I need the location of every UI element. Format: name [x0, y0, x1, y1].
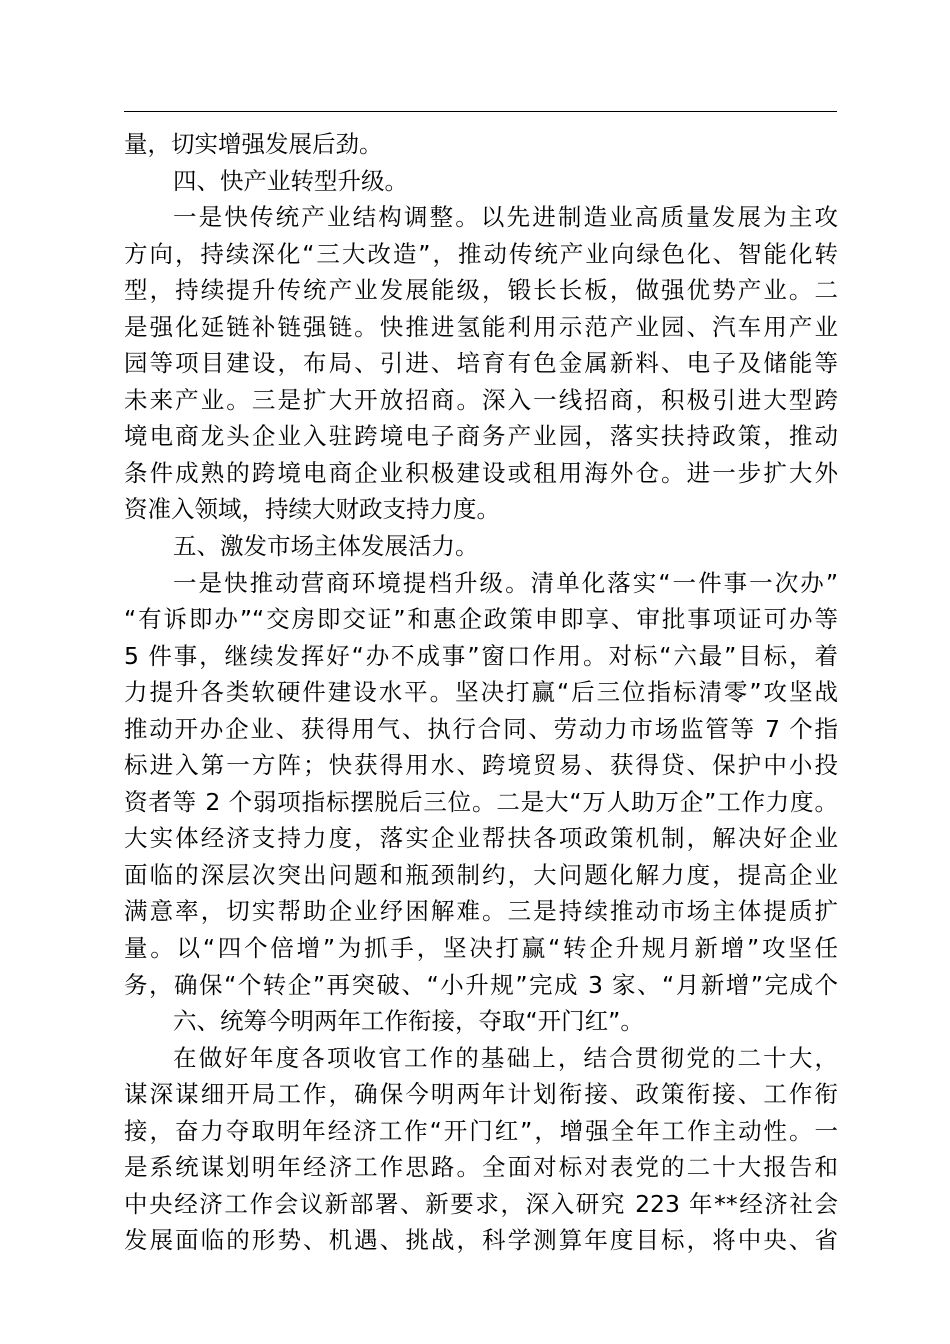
text-line: 园等项目建设，布局、引进、培育有色金属新料、电子及储能等: [124, 349, 838, 378]
header-rule: [124, 111, 837, 112]
text-line: 满意率，切实帮助企业纾困解难。三是持续推动市场主体提质扩: [124, 897, 838, 926]
text-line: 量。以“四个倍增”为抓手，坚决打赢“转企升规月新增”攻坚任: [124, 934, 838, 963]
text-line: 接，奋力夺取明年经济工作“开门红”，增强全年工作主动性。一: [124, 1116, 838, 1145]
text-line: 一是快推动营商环境提档升级。清单化落实“一件事一次办”: [173, 568, 838, 597]
text-line: 条件成熟的跨境电商企业积极建设或租用海外仓。进一步扩大外: [124, 458, 838, 487]
text-line: 谋深谋细开局工作，确保今明两年计划衔接、政策衔接、工作衔: [124, 1080, 838, 1109]
text-line: 力提升各类软硬件建设水平。坚决打赢“后三位指标清零”攻坚战: [124, 678, 838, 707]
section-heading: 五、激发市场主体发展活力。: [173, 532, 479, 561]
text-line: 境电商龙头企业入驻跨境电子商务产业园，落实扶持政策，推动: [124, 422, 838, 451]
text-line: 未来产业。三是扩大开放招商。深入一线招商，积极引进大型跨: [124, 385, 838, 414]
text-line: “有诉即办”“交房即交证”和惠企政策申即享、审批事项证可办等: [124, 605, 838, 634]
text-line: 是强化延链补链强链。快推进氢能利用示范产业园、汽车用产业: [124, 312, 838, 341]
text-line: 5 件事，继续发挥好“办不成事”窗口作用。对标“六最”目标，着: [124, 641, 838, 670]
text-line: 一是快传统产业结构调整。以先进制造业高质量发展为主攻: [173, 203, 838, 232]
document-body: [124, 126, 838, 1259]
text-line: 推动开办企业、获得用气、执行合同、劳动力市场监管等 7 个指: [124, 714, 838, 743]
text-line: 标进入第一方阵；快获得用水、跨境贸易、获得贷、保护中小投: [124, 751, 838, 780]
text-line: 大实体经济支持力度，落实企业帮扶各项政策机制，解决好企业: [124, 824, 838, 853]
section-heading: 六、统筹今明两年工作衔接，夺取“开门红”。: [173, 1007, 644, 1036]
text-line: 面临的深层次突出问题和瓶颈制约，大问题化解力度，提高企业: [124, 860, 838, 889]
text-line: 型，持续提升传统产业发展能级，锻长长板，做强优势产业。二: [124, 276, 838, 305]
text-line: 在做好年度各项收官工作的基础上，结合贯彻党的二十大，: [173, 1043, 838, 1072]
section-heading: 四、快产业转型升级。: [173, 166, 408, 195]
text-line: 发展面临的形势、机遇、挑战，科学测算年度目标，将中央、省: [124, 1226, 838, 1255]
text-line: 量，切实增强发展后劲。: [124, 130, 383, 158]
text-line: 中央经济工作会议新部署、新要求，深入研究 223 年**经济社会: [124, 1189, 838, 1218]
text-line: 是系统谋划明年经济工作思路。全面对标对表党的二十大报告和: [124, 1153, 838, 1182]
text-line: 方向，持续深化“三大改造”，推动传统产业向绿色化、智能化转: [124, 239, 838, 268]
text-line: 务，确保“个转企”再突破、“小升规”完成 3 家、“月新增”完成个: [124, 970, 838, 999]
text-line: 资准入领域，持续大财政支持力度。: [124, 495, 500, 524]
text-line: 资者等 2 个弱项指标摆脱后三位。二是大“万人助万企”工作力度。: [124, 787, 838, 816]
